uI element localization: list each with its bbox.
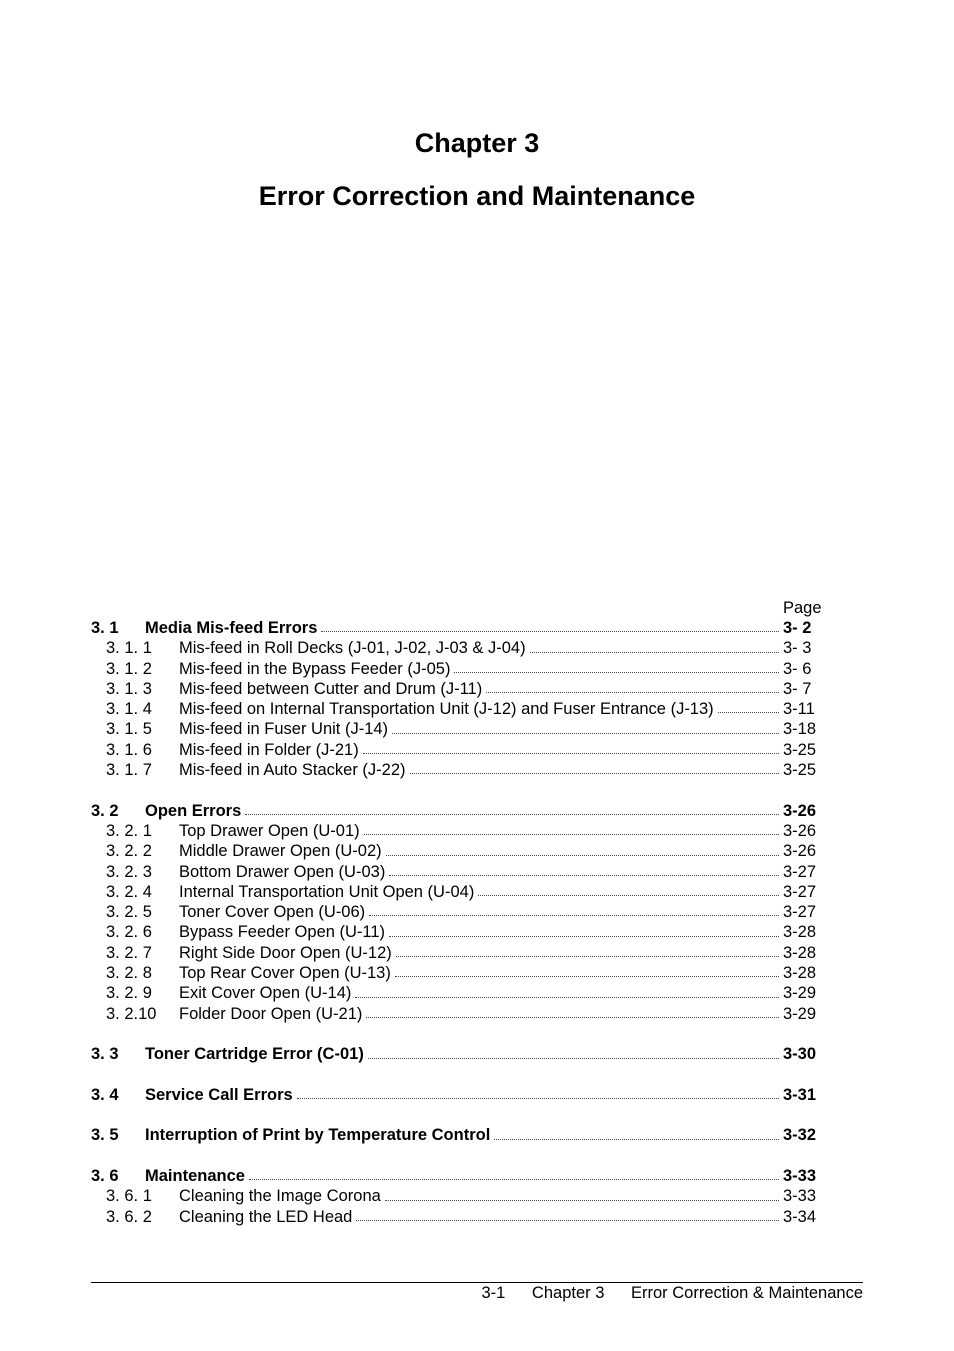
toc-entry-title: Mis-feed in Roll Decks (J-01, J-02, J-03 & J-04) bbox=[179, 639, 526, 658]
toc-dot-leader bbox=[396, 956, 779, 957]
toc-entry-number: 3. 1. 6 bbox=[106, 740, 152, 759]
toc-entry-title: Top Rear Cover Open (U-13) bbox=[179, 964, 391, 983]
toc-entry-number: 3. 5 bbox=[91, 1126, 119, 1145]
toc-entry-page: 3-18 bbox=[783, 720, 817, 739]
toc-dot-leader bbox=[369, 915, 779, 916]
toc-entry-page: 3-28 bbox=[783, 964, 817, 983]
toc-entry-page: 3-30 bbox=[783, 1045, 817, 1064]
toc-entry-page: 3-32 bbox=[783, 1126, 817, 1145]
page-column-heading: Page bbox=[783, 599, 822, 617]
toc-entry-page: 3-27 bbox=[783, 882, 817, 901]
toc-entry-page: 3-31 bbox=[783, 1085, 817, 1104]
toc-entry-page: 3- 2 bbox=[783, 619, 812, 637]
toc-entry-number: 3. 1. 1 bbox=[106, 639, 152, 658]
toc-dot-leader bbox=[356, 1220, 779, 1221]
toc-section-row bbox=[91, 1044, 825, 1064]
toc-entry-page: 3-28 bbox=[783, 943, 817, 962]
toc-dot-leader bbox=[321, 631, 779, 632]
toc-entry-page: 3-29 bbox=[783, 984, 817, 1003]
toc-dot-leader bbox=[389, 875, 779, 876]
toc-entry-number: 3. 1 bbox=[91, 619, 119, 637]
toc-entry-title: Service Call Errors bbox=[145, 1085, 293, 1104]
toc-entry-title: Mis-feed in Folder (J-21) bbox=[179, 740, 359, 759]
toc-dot-leader bbox=[364, 834, 779, 835]
toc-dot-leader bbox=[386, 855, 779, 856]
toc-subsection-row bbox=[91, 902, 825, 922]
toc-entry-page: 3-11 bbox=[783, 700, 815, 719]
toc-entry-number: 3. 2 bbox=[91, 801, 119, 820]
toc-entry-number: 3. 4 bbox=[91, 1085, 119, 1104]
toc-entry-title: Bypass Feeder Open (U-11) bbox=[179, 923, 386, 942]
toc-entry-page: 3-26 bbox=[783, 821, 817, 840]
toc-section-row bbox=[91, 801, 825, 821]
toc-dot-leader bbox=[410, 773, 779, 774]
toc-subsection-row bbox=[91, 963, 825, 983]
toc-entry-number: 3. 2. 1 bbox=[106, 821, 152, 840]
toc-entry-page: 3-28 bbox=[783, 923, 817, 942]
footer-chapter: Chapter 3 bbox=[531, 1284, 605, 1302]
toc-entry-title: Toner Cover Open (U-06) bbox=[179, 903, 366, 922]
toc-entry-page: 3-27 bbox=[783, 903, 817, 922]
toc-entry-title: Media Mis-feed Errors bbox=[145, 619, 318, 637]
toc-dot-leader bbox=[245, 814, 779, 815]
chapter-number-heading: Chapter 3 bbox=[414, 128, 540, 158]
toc-entry-number: 3. 6. 1 bbox=[106, 1187, 152, 1206]
toc-entry-title: Mis-feed in Auto Stacker (J-22) bbox=[179, 761, 406, 780]
toc-entry-page: 3- 3 bbox=[783, 639, 812, 658]
toc-entry-page: 3-25 bbox=[783, 740, 817, 759]
toc-entry-number: 3. 1. 4 bbox=[106, 700, 152, 719]
toc-entry-title: Bottom Drawer Open (U-03) bbox=[179, 862, 386, 881]
toc-entry-title: Mis-feed between Cutter and Drum (J-11) bbox=[179, 679, 483, 698]
toc-dot-leader bbox=[392, 733, 779, 734]
toc-entry-title: Right Side Door Open (U-12) bbox=[179, 943, 392, 962]
toc-entry-page: 3-25 bbox=[783, 761, 817, 780]
toc-subsection-row bbox=[91, 1004, 825, 1024]
toc-entry-page: 3- 6 bbox=[783, 659, 812, 678]
toc-entry-title: Middle Drawer Open (U-02) bbox=[179, 842, 382, 861]
toc-entry-page: 3-27 bbox=[783, 862, 817, 881]
toc-entry-page: 3-29 bbox=[783, 1004, 817, 1023]
toc-entry-number: 3. 2. 4 bbox=[106, 882, 152, 901]
toc-entry-title: Cleaning the Image Corona bbox=[179, 1187, 381, 1206]
toc-dot-leader bbox=[530, 652, 779, 653]
toc-dot-leader bbox=[297, 1098, 779, 1099]
toc-entry-title: Toner Cartridge Error (C-01) bbox=[145, 1045, 364, 1064]
footer-divider bbox=[91, 1282, 863, 1283]
toc-entry-title: Interruption of Print by Temperature Control bbox=[145, 1126, 491, 1145]
page-footer bbox=[481, 1284, 863, 1303]
toc-entry-number: 3. 6. 2 bbox=[106, 1207, 152, 1226]
toc-entry-number: 3. 1. 3 bbox=[106, 679, 152, 698]
toc-subsection-row bbox=[91, 679, 825, 699]
toc-entry-number: 3. 1. 5 bbox=[106, 720, 152, 739]
footer-page-number: 3-1 bbox=[481, 1284, 506, 1302]
toc-entry-page: 3-33 bbox=[783, 1187, 817, 1206]
toc-subsection-row bbox=[91, 943, 825, 963]
toc-section-row bbox=[91, 618, 825, 638]
toc-dot-leader bbox=[389, 936, 779, 937]
toc-section-row bbox=[91, 1125, 825, 1145]
toc-dot-leader bbox=[368, 1058, 779, 1059]
toc-subsection-row bbox=[91, 1207, 825, 1227]
toc-entry-title: Mis-feed on Internal Transportation Unit (J-12) and Fuser Entrance (J-13) bbox=[179, 700, 714, 719]
toc-entry-page: 3-26 bbox=[783, 842, 817, 861]
toc-subsection-row bbox=[91, 1186, 825, 1206]
toc-entry-number: 3. 6 bbox=[91, 1167, 119, 1186]
toc-subsection-row bbox=[91, 659, 825, 679]
toc-entry-number: 3. 1. 7 bbox=[106, 761, 152, 780]
toc-entry-number: 3. 2. 7 bbox=[106, 943, 152, 962]
toc-dot-leader bbox=[366, 1017, 779, 1018]
toc-dot-leader bbox=[478, 895, 779, 896]
chapter-title-heading: Error Correction and Maintenance bbox=[258, 181, 696, 211]
toc-dot-leader bbox=[249, 1179, 779, 1180]
toc-subsection-row bbox=[91, 862, 825, 882]
toc-entry-title: Top Drawer Open (U-01) bbox=[179, 821, 360, 840]
toc-subsection-row bbox=[91, 841, 825, 861]
toc-dot-leader bbox=[454, 672, 779, 673]
toc-dot-leader bbox=[718, 712, 779, 713]
toc-subsection-row bbox=[91, 922, 825, 942]
toc-subsection-row bbox=[91, 719, 825, 739]
toc-entry-number: 3. 2. 2 bbox=[106, 842, 152, 861]
toc-entry-title: Open Errors bbox=[145, 801, 242, 820]
toc-subsection-row bbox=[91, 821, 825, 841]
toc-dot-leader bbox=[355, 997, 779, 998]
toc-subsection-row bbox=[91, 882, 825, 902]
toc-entry-number: 3. 2. 6 bbox=[106, 923, 152, 942]
toc-entry-number: 3. 3 bbox=[91, 1045, 119, 1064]
toc-entry-title: Maintenance bbox=[145, 1167, 245, 1186]
toc-entry-number: 3. 2.10 bbox=[106, 1004, 157, 1023]
toc-dot-leader bbox=[494, 1139, 779, 1140]
toc-entry-page: 3- 7 bbox=[783, 679, 812, 698]
toc-entry-title: Mis-feed in the Bypass Feeder (J-05) bbox=[179, 659, 451, 678]
toc-entry-number: 3. 2. 5 bbox=[106, 903, 152, 922]
footer-title: Error Correction & Maintenance bbox=[630, 1284, 863, 1302]
toc-entry-page: 3-33 bbox=[783, 1167, 817, 1186]
toc-subsection-row bbox=[91, 740, 825, 760]
toc-dot-leader bbox=[486, 692, 779, 693]
toc-entry-title: Folder Door Open (U-21) bbox=[179, 1004, 363, 1023]
toc-subsection-row bbox=[91, 760, 825, 780]
toc-entries bbox=[91, 618, 825, 1227]
toc-entry-title: Internal Transportation Unit Open (U-04) bbox=[179, 882, 475, 901]
toc-dot-leader bbox=[363, 753, 779, 754]
toc-entry-page: 3-34 bbox=[783, 1207, 817, 1226]
toc-entry-number: 3. 1. 2 bbox=[106, 659, 152, 678]
toc-subsection-row bbox=[91, 983, 825, 1003]
toc-subsection-row bbox=[91, 699, 825, 719]
toc-entry-title: Exit Cover Open (U-14) bbox=[179, 984, 352, 1003]
toc-section-row bbox=[91, 1085, 825, 1105]
toc-entry-title: Mis-feed in Fuser Unit (J-14) bbox=[179, 720, 389, 739]
toc-entry-number: 3. 2. 3 bbox=[106, 862, 152, 881]
toc-dot-leader bbox=[395, 976, 779, 977]
toc-entry-number: 3. 2. 8 bbox=[106, 964, 152, 983]
toc-entry-number: 3. 2. 9 bbox=[106, 984, 152, 1003]
toc-entry-title: Cleaning the LED Head bbox=[179, 1207, 353, 1226]
toc-entry-page: 3-26 bbox=[783, 801, 817, 820]
toc-dot-leader bbox=[385, 1200, 779, 1201]
toc-section-row bbox=[91, 1166, 825, 1186]
toc-subsection-row bbox=[91, 638, 825, 658]
